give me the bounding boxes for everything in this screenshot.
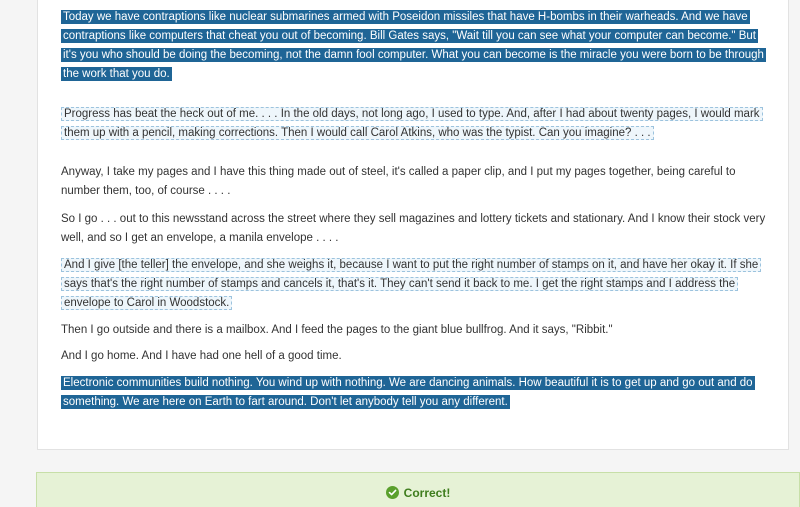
selected-highlight[interactable]: Electronic communities build nothing. You wind up with nothing. We are dancing animals. How beautiful it is to get up and go out and do something. We are here on Earth to fart around. Don't let anybody tell you any different. <box>63 377 753 408</box>
passage-paragraph-3[interactable]: Anyway, I take my pages and I have this thing made out of steel, it's called a paper clip, and I put my pages together, being careful to number them, too, of course . . . . <box>61 166 736 197</box>
passage-paragraph-7[interactable]: And I go home. And I have had one hell of a good time. <box>61 350 342 362</box>
feedback-label: Correct! <box>403 486 451 500</box>
hover-highlight[interactable]: And I give [the teller] the envelope, and she weighs it, because I want to put the right number of stamps on it, and have her okay it. If she says that's the right number of stamps and cancels it, that's it. They can't send it back to me. I get the right stamps and I address the envelope to Carol in Woodstock. <box>61 258 761 310</box>
passage-paragraph-6[interactable]: Then I go outside and there is a mailbox. And I feed the pages to the giant blue bullfrog. And it says, "Ribbit." <box>61 324 613 336</box>
passage-paragraph-5 <box>61 256 766 313</box>
passage-paragraph-2 <box>61 105 766 143</box>
selected-highlight[interactable]: Today we have contraptions like nuclear submarines armed with Poseidon missiles that have H-bombs in their warheads. And we have contraptions like computers that cheat you out of becoming. Bill Gates says, "Wait till you can see what your computer can become." But it's you who should be doing the becoming, not the damn fool computer. What you can become is the miracle you were born to be through the work that you do. <box>63 11 764 80</box>
hover-highlight[interactable]: Progress has beat the heck out of me. . . . In the old days, not long ago, I used to type. And, after I had about twenty pages, I would mark them up with a pencil, making corrections. Then I would call Carol Atkins, who was the typist. Can you imagine? . . . <box>61 107 763 140</box>
passage-card <box>37 0 789 450</box>
passage-paragraph-4[interactable]: So I go . . . out to this newsstand across the street where they sell magazines and lottery tickets and stationary. And I know their stock very well, and so I get an envelope, a manila envelope . . . . <box>61 213 766 244</box>
feedback-content <box>37 486 799 500</box>
passage-paragraph-8 <box>61 374 766 412</box>
check-circle-icon <box>386 486 399 499</box>
passage-paragraph-1 <box>61 8 766 84</box>
feedback-banner <box>36 472 800 507</box>
